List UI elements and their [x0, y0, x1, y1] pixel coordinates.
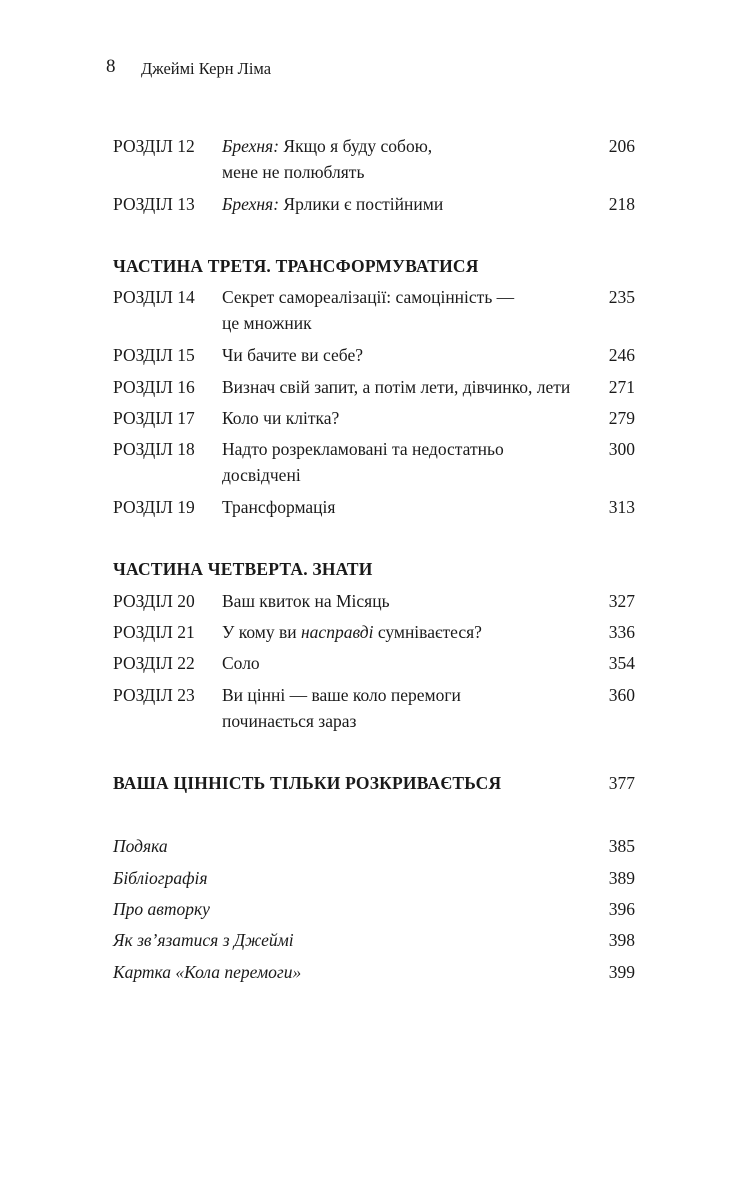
chapter-title[interactable]: [222, 135, 432, 157]
chapter-title-continued: мене не полюблять: [222, 162, 365, 182]
page-ref: 398: [608, 930, 635, 950]
title-text: Трансформація: [222, 497, 336, 517]
chapter-title-continued: це множник: [222, 313, 312, 333]
chapter-label: РОЗДІЛ 22: [113, 653, 195, 673]
italic-text: насправді: [301, 622, 374, 642]
chapter-title[interactable]: [222, 684, 461, 706]
title-text: Коло чи клітка?: [222, 408, 340, 428]
chapter-label: РОЗДІЛ 23: [113, 685, 195, 705]
title-text: Надто розрекламовані та недостатньо: [222, 439, 504, 459]
page-ref: 279: [608, 408, 635, 428]
chapter-label: РОЗДІЛ 20: [113, 591, 195, 611]
title-text: Секрет самореалізації: самоцінність —: [222, 287, 515, 307]
back-matter-entry[interactable]: Про авторку: [113, 899, 210, 919]
chapter-title[interactable]: [222, 193, 443, 215]
title-text: Соло: [222, 653, 260, 673]
back-matter-entry[interactable]: Бібліографія: [113, 868, 208, 888]
italic-text: Брехня:: [222, 136, 280, 156]
page-ref: 336: [608, 622, 635, 642]
chapter-label: РОЗДІЛ 17: [113, 408, 195, 428]
page-ref: 389: [608, 868, 635, 888]
chapter-label: РОЗДІЛ 18: [113, 439, 195, 459]
chapter-title[interactable]: [222, 652, 260, 674]
back-matter-entry[interactable]: Картка «Кола перемоги»: [113, 962, 302, 982]
chapter-title[interactable]: [222, 590, 390, 612]
chapter-label: РОЗДІЛ 12: [113, 136, 195, 156]
title-text: Чи бачите ви себе?: [222, 345, 363, 365]
title-text: У кому ви: [222, 622, 301, 642]
running-title: Джеймі Керн Ліма: [141, 59, 272, 78]
page-ref: 377: [608, 773, 635, 793]
italic-text: Брехня:: [222, 194, 280, 214]
chapter-label: РОЗДІЛ 21: [113, 622, 195, 642]
page-ref: 399: [608, 962, 635, 982]
title-text: сумніваєтеся?: [373, 622, 482, 642]
back-matter-entry[interactable]: Подяка: [113, 836, 168, 856]
back-matter-entry[interactable]: Як зв’язатися з Джеймі: [113, 930, 294, 950]
part-heading[interactable]: ЧАСТИНА ЧЕТВЕРТА. ЗНАТИ: [113, 559, 373, 579]
title-text: Ваш квиток на Місяць: [222, 591, 390, 611]
chapter-label: РОЗДІЛ 15: [113, 345, 195, 365]
page-ref: 235: [608, 287, 635, 307]
chapter-title[interactable]: [222, 621, 482, 643]
title-text: Ярлики є постійними: [279, 194, 444, 214]
page-ref: 300: [608, 439, 635, 459]
chapter-title-continued: починається зараз: [222, 711, 357, 731]
chapter-title[interactable]: [222, 344, 363, 366]
part-heading[interactable]: ЧАСТИНА ТРЕТЯ. ТРАНСФОРМУВАТИСЯ: [113, 256, 479, 276]
page-ref: 313: [608, 497, 635, 517]
page-number: 8: [106, 56, 116, 77]
page-ref: 354: [608, 653, 635, 673]
chapter-title-continued: досвідчені: [222, 465, 301, 485]
chapter-title[interactable]: [222, 286, 514, 308]
page-ref: 206: [608, 136, 635, 156]
page-ref: 271: [608, 377, 635, 397]
chapter-title[interactable]: [222, 407, 339, 429]
chapter-label: РОЗДІЛ 13: [113, 194, 195, 214]
page-ref: 396: [608, 899, 635, 919]
chapter-label: РОЗДІЛ 16: [113, 377, 195, 397]
chapter-title[interactable]: [222, 496, 335, 518]
page-ref: 385: [608, 836, 635, 856]
chapter-title[interactable]: [222, 376, 570, 398]
chapter-label: РОЗДІЛ 14: [113, 287, 195, 307]
title-text: Ви цінні — ваше коло перемоги: [222, 685, 461, 705]
page-ref: 246: [608, 345, 635, 365]
title-text: Якщо я буду собою,: [279, 136, 433, 156]
chapter-label: РОЗДІЛ 19: [113, 497, 195, 517]
page-ref: 360: [608, 685, 635, 705]
chapter-title[interactable]: [222, 438, 504, 460]
part-heading[interactable]: ВАША ЦІННІСТЬ ТІЛЬКИ РОЗКРИВАЄТЬСЯ: [113, 773, 502, 793]
page-ref: 218: [608, 194, 635, 214]
page-ref: 327: [608, 591, 635, 611]
title-text: Визнач свій запит, а потім лети, дівчинко, лети: [222, 377, 571, 397]
